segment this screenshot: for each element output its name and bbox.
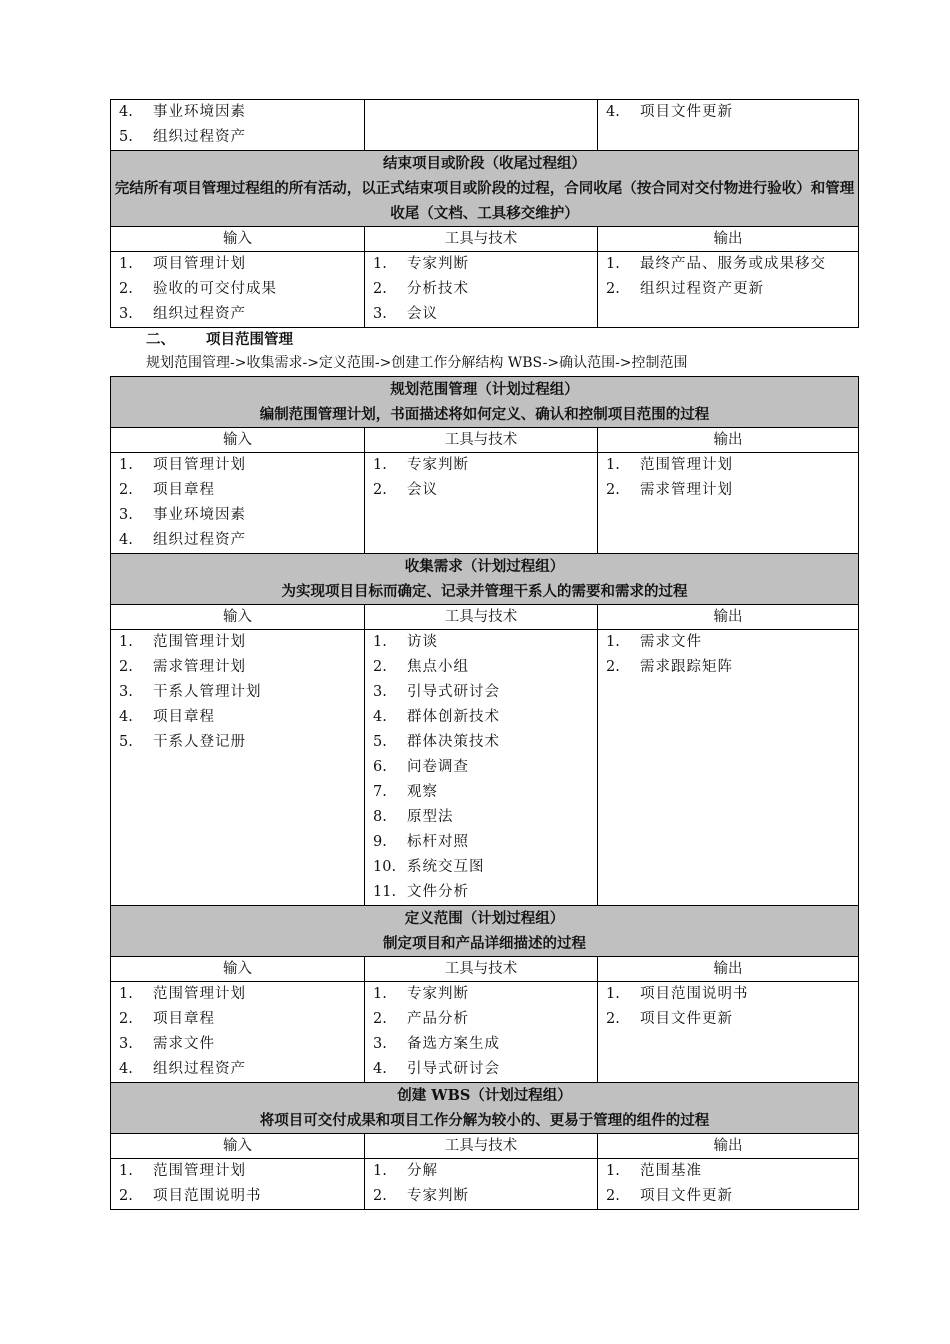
item-text: 观察	[407, 784, 438, 800]
plan-scope-header	[111, 377, 859, 428]
list-item	[365, 982, 597, 1007]
list-item	[111, 982, 364, 1007]
list-item	[365, 730, 597, 755]
item-number: 7.	[373, 784, 387, 800]
item-text: 组织过程资产	[153, 129, 246, 145]
item-number: 1.	[373, 986, 387, 1002]
close-project-desc: 完结所有项目管理过程组的所有活动，以正式结束项目或阶段的过程，合同收尾（按合同对交付物进行验收）和管理收尾（文档、工具移交维护）	[114, 180, 855, 222]
item-number: 3.	[119, 1036, 133, 1052]
create-wbs-inputs	[111, 1159, 365, 1210]
item-number: 2.	[119, 1011, 133, 1027]
section-number: 二、	[146, 331, 175, 348]
continuation-row	[111, 100, 859, 151]
list-item	[111, 528, 364, 553]
item-text: 需求文件	[153, 1036, 215, 1052]
item-number: 2.	[606, 281, 620, 297]
item-number: 5.	[119, 734, 133, 750]
item-number: 3.	[373, 684, 387, 700]
item-number: 1.	[119, 634, 133, 650]
col-header-tools: 工具与技术	[365, 428, 598, 453]
create-wbs-header	[111, 1083, 859, 1134]
item-text: 范围管理计划	[640, 457, 733, 473]
item-text: 会议	[407, 482, 438, 498]
item-text: 专家判断	[407, 256, 469, 272]
item-number: 4.	[119, 1061, 133, 1077]
item-number: 1.	[606, 457, 620, 473]
item-text: 干系人登记册	[153, 734, 246, 750]
list-item	[365, 1007, 597, 1032]
item-text: 引导式研讨会	[407, 684, 500, 700]
list-item	[111, 655, 364, 680]
col-header-outputs: 输出	[598, 227, 859, 252]
item-text: 最终产品、服务或成果移交	[640, 256, 826, 272]
col-header-tools: 工具与技术	[365, 605, 598, 630]
item-number: 1.	[606, 634, 620, 650]
list-item	[598, 982, 858, 1007]
item-text: 范围管理计划	[153, 634, 246, 650]
item-text: 标杆对照	[407, 834, 469, 850]
col-header-inputs: 输入	[111, 957, 365, 982]
list-item	[598, 655, 858, 680]
item-text: 组织过程资产	[153, 1061, 246, 1077]
close-project-inputs	[111, 252, 365, 328]
item-number: 1.	[606, 256, 620, 272]
item-number: 4.	[373, 709, 387, 725]
item-number: 3.	[373, 1036, 387, 1052]
item-text: 文件分析	[407, 884, 469, 900]
item-number: 2.	[373, 1188, 387, 1204]
list-item	[365, 478, 597, 503]
list-item	[598, 100, 858, 125]
item-text: 分解	[407, 1163, 438, 1179]
list-item	[111, 277, 364, 302]
list-item	[111, 1007, 364, 1032]
item-number: 1.	[373, 1163, 387, 1179]
plan-scope-tools	[365, 453, 598, 554]
item-text: 项目章程	[153, 482, 215, 498]
list-item	[598, 478, 858, 503]
close-project-title: 结束项目或阶段（收尾过程组）	[383, 155, 586, 172]
define-scope-inputs	[111, 982, 365, 1083]
item-text: 备选方案生成	[407, 1036, 500, 1052]
col-header-tools: 工具与技术	[365, 227, 598, 252]
item-number: 4.	[606, 104, 620, 120]
list-item	[365, 655, 597, 680]
item-text: 需求跟踪矩阵	[640, 659, 733, 675]
plan-scope-inputs	[111, 453, 365, 554]
list-item	[598, 1007, 858, 1032]
list-item	[365, 780, 597, 805]
item-text: 项目文件更新	[640, 104, 733, 120]
collect-req-desc: 为实现项目目标而确定、记录并管理干系人的需要和需求的过程	[281, 583, 688, 600]
item-number: 4.	[119, 104, 133, 120]
process-flow: 规划范围管理->收集需求->定义范围->创建工作分解结构 WBS->确认范围->控制范围	[146, 355, 688, 371]
item-number: 5.	[373, 734, 387, 750]
item-text: 范围管理计划	[153, 1163, 246, 1179]
item-text: 组织过程资产	[153, 532, 246, 548]
col-header-inputs: 输入	[111, 227, 365, 252]
item-text: 干系人管理计划	[153, 684, 262, 700]
item-text: 需求文件	[640, 634, 702, 650]
item-text: 专家判断	[407, 457, 469, 473]
close-project-table	[110, 99, 858, 328]
item-number: 1.	[119, 1163, 133, 1179]
item-text: 项目范围说明书	[640, 986, 749, 1002]
item-text: 需求管理计划	[153, 659, 246, 675]
item-number: 1.	[119, 457, 133, 473]
item-number: 2.	[373, 1011, 387, 1027]
collect-req-title: 收集需求（计划过程组）	[404, 558, 565, 575]
collect-req-header	[111, 554, 859, 605]
list-item	[365, 1159, 597, 1184]
item-number: 1.	[119, 256, 133, 272]
item-text: 项目文件更新	[640, 1011, 733, 1027]
item-number: 2.	[606, 1011, 620, 1027]
item-number: 2.	[606, 659, 620, 675]
create-wbs-tools	[365, 1159, 598, 1210]
collect-req-tools	[365, 630, 598, 906]
list-item	[111, 680, 364, 705]
item-text: 群体创新技术	[407, 709, 500, 725]
list-item	[365, 302, 597, 327]
item-number: 1.	[373, 457, 387, 473]
item-number: 3.	[119, 507, 133, 523]
item-text: 会议	[407, 306, 438, 322]
item-text: 群体决策技术	[407, 734, 500, 750]
item-number: 2.	[119, 281, 133, 297]
item-number: 3.	[373, 306, 387, 322]
close-project-header	[111, 151, 859, 227]
item-text: 范围基准	[640, 1163, 702, 1179]
define-scope-desc: 制定项目和产品详细描述的过程	[383, 935, 587, 952]
define-scope-title: 定义范围（计划过程组）	[404, 910, 565, 927]
item-text: 项目管理计划	[153, 457, 246, 473]
item-number: 11.	[373, 884, 397, 900]
item-number: 1.	[373, 256, 387, 272]
item-text: 项目管理计划	[153, 256, 246, 272]
list-item	[111, 630, 364, 655]
item-text: 项目范围说明书	[153, 1188, 262, 1204]
item-text: 组织过程资产更新	[640, 281, 764, 297]
col-header-outputs: 输出	[598, 1134, 859, 1159]
list-item	[365, 855, 597, 880]
item-number: 5.	[119, 129, 133, 145]
col-header-tools: 工具与技术	[365, 1134, 598, 1159]
create-wbs-title: 创建 WBS（计划过程组）	[397, 1087, 572, 1104]
item-text: 范围管理计划	[153, 986, 246, 1002]
close-project-tools	[365, 252, 598, 328]
item-text: 系统交互图	[407, 859, 485, 875]
collect-req-inputs	[111, 630, 365, 906]
item-number: 4.	[373, 1061, 387, 1077]
list-item	[598, 1159, 858, 1184]
create-wbs-outputs	[598, 1159, 859, 1210]
item-number: 2.	[119, 659, 133, 675]
list-item	[111, 453, 364, 478]
list-item	[111, 478, 364, 503]
item-number: 2.	[606, 1188, 620, 1204]
plan-scope-desc: 编制范围管理计划，书面描述将如何定义、确认和控制项目范围的过程	[259, 406, 710, 423]
plan-scope-outputs	[598, 453, 859, 554]
list-item	[598, 1184, 858, 1209]
item-text: 引导式研讨会	[407, 1061, 500, 1077]
item-text: 项目章程	[153, 709, 215, 725]
plan-scope-title: 规划范围管理（计划过程组）	[390, 381, 579, 398]
define-scope-tools	[365, 982, 598, 1083]
list-item	[111, 503, 364, 528]
list-item	[365, 755, 597, 780]
item-text: 需求管理计划	[640, 482, 733, 498]
item-text: 项目文件更新	[640, 1188, 733, 1204]
list-item	[111, 1184, 364, 1209]
item-text: 专家判断	[407, 1188, 469, 1204]
continuation-outputs	[598, 100, 859, 151]
list-item	[365, 680, 597, 705]
create-wbs-desc: 将项目可交付成果和项目工作分解为较小的、更易于管理的组件的过程	[259, 1112, 710, 1129]
list-item	[365, 805, 597, 830]
item-text: 验收的可交付成果	[153, 281, 277, 297]
list-item	[111, 1057, 364, 1082]
list-item	[598, 277, 858, 302]
list-item	[598, 630, 858, 655]
item-text: 组织过程资产	[153, 306, 246, 322]
item-text: 分析技术	[407, 281, 469, 297]
item-text: 问卷调查	[407, 759, 469, 775]
list-item	[365, 453, 597, 478]
list-item	[365, 277, 597, 302]
item-text: 项目章程	[153, 1011, 215, 1027]
col-header-outputs: 输出	[598, 957, 859, 982]
item-text: 原型法	[407, 809, 454, 825]
item-text: 事业环境因素	[153, 104, 246, 120]
define-scope-outputs	[598, 982, 859, 1083]
list-item	[111, 730, 364, 755]
list-item	[111, 252, 364, 277]
col-header-inputs: 输入	[111, 428, 365, 453]
list-item	[598, 453, 858, 478]
item-number: 1.	[119, 986, 133, 1002]
collect-req-outputs	[598, 630, 859, 906]
col-header-outputs: 输出	[598, 605, 859, 630]
list-item	[365, 1184, 597, 1209]
col-header-outputs: 输出	[598, 428, 859, 453]
list-item	[111, 100, 364, 125]
list-item	[365, 1057, 597, 1082]
list-item	[365, 630, 597, 655]
list-item	[111, 1159, 364, 1184]
item-text: 专家判断	[407, 986, 469, 1002]
item-number: 2.	[119, 482, 133, 498]
list-item	[365, 1032, 597, 1057]
col-header-tools: 工具与技术	[365, 957, 598, 982]
list-item	[365, 705, 597, 730]
item-number: 2.	[373, 281, 387, 297]
item-number: 1.	[373, 634, 387, 650]
continuation-inputs	[111, 100, 365, 151]
close-project-outputs	[598, 252, 859, 328]
list-item	[365, 880, 597, 905]
item-number: 2.	[119, 1188, 133, 1204]
list-item	[111, 125, 364, 150]
item-number: 1.	[606, 1163, 620, 1179]
section-heading	[146, 330, 293, 350]
list-item	[111, 705, 364, 730]
item-number: 9.	[373, 834, 387, 850]
list-item	[111, 1032, 364, 1057]
item-text: 访谈	[407, 634, 438, 650]
list-item	[111, 302, 364, 327]
item-text: 焦点小组	[407, 659, 469, 675]
item-text: 产品分析	[407, 1011, 469, 1027]
item-text: 事业环境因素	[153, 507, 246, 523]
item-number: 2.	[373, 659, 387, 675]
section-title: 项目范围管理	[206, 331, 293, 348]
item-number: 2.	[606, 482, 620, 498]
col-header-inputs: 输入	[111, 1134, 365, 1159]
list-item	[365, 830, 597, 855]
list-item	[365, 252, 597, 277]
item-number: 4.	[119, 709, 133, 725]
continuation-tools	[365, 100, 598, 151]
item-number: 3.	[119, 306, 133, 322]
scope-management-table	[110, 376, 858, 1210]
item-number: 8.	[373, 809, 387, 825]
col-header-inputs: 输入	[111, 605, 365, 630]
list-item	[598, 252, 858, 277]
item-number: 2.	[373, 482, 387, 498]
define-scope-header	[111, 906, 859, 957]
item-number: 1.	[606, 986, 620, 1002]
item-number: 4.	[119, 532, 133, 548]
item-number: 3.	[119, 684, 133, 700]
item-number: 10.	[373, 859, 397, 875]
item-number: 6.	[373, 759, 387, 775]
